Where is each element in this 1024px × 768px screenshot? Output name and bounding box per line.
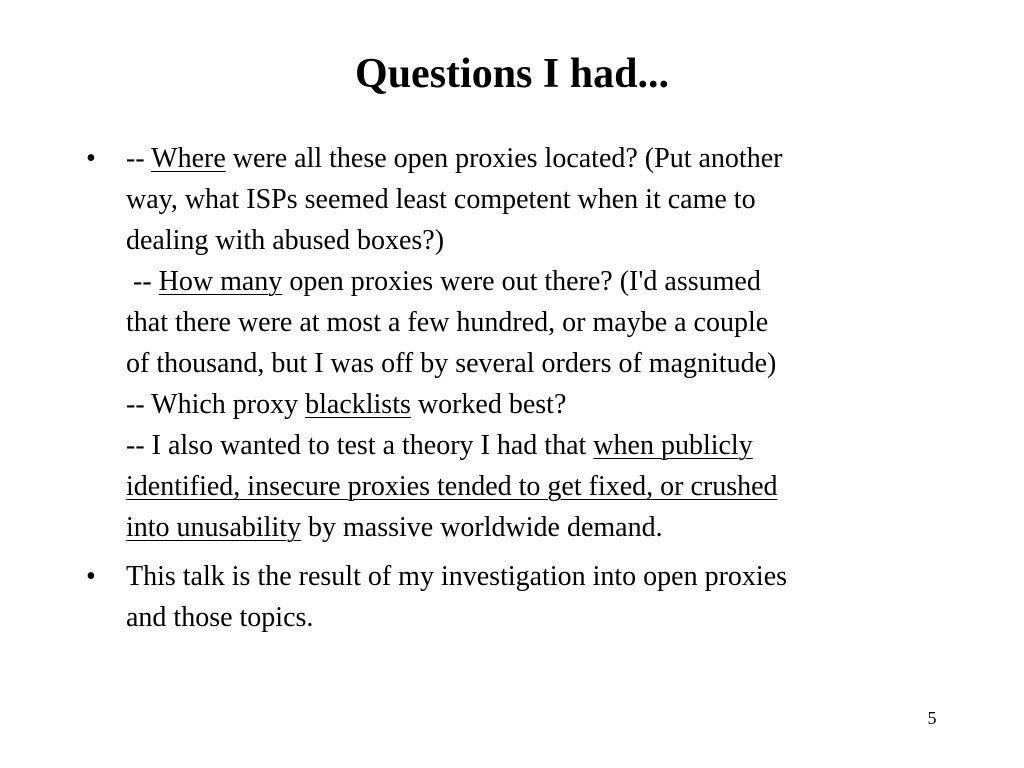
text-run: that there were at most a few hundred, or maybe a couple: [126, 307, 769, 338]
text-line: [126, 597, 942, 638]
bullet-item-questions: [82, 138, 942, 548]
bullet-item-result: [82, 556, 942, 638]
text-run: by massive worldwide demand.: [301, 512, 663, 543]
text-run: -- I also wanted to test a theory I had that: [126, 430, 594, 461]
text-line: [126, 507, 942, 548]
text-run: worked best?: [410, 389, 567, 420]
bullet-dot-icon: •: [86, 561, 96, 592]
text-line: [126, 425, 942, 466]
text-line: [126, 384, 942, 425]
text-run: dealing with abused boxes?): [126, 225, 445, 256]
text-run: --: [126, 143, 152, 174]
underlined-text: when publicly: [593, 430, 753, 461]
text-run: open proxies were out there? (I'd assumed: [282, 266, 761, 297]
page-number: 5: [927, 708, 937, 728]
slide-title: Questions I had...: [355, 51, 669, 97]
text-line: [126, 138, 942, 179]
underlined-text: Where: [151, 143, 226, 174]
text-run: This talk is the result of my investigation into open proxies: [126, 561, 788, 592]
underlined-text: into unusability: [126, 512, 301, 543]
text-line: [126, 302, 942, 343]
text-run: of thousand, but I was off by several orders of magnitude): [126, 348, 777, 379]
text-run: way, what ISPs seemed least competent when it came to: [126, 184, 756, 215]
bullet-list: [82, 138, 942, 646]
underlined-text: blacklists: [305, 389, 411, 420]
text-line: [126, 179, 942, 220]
text-line: [126, 556, 942, 597]
text-run: --: [126, 266, 159, 297]
text-run: -- Which proxy: [126, 389, 306, 420]
text-line: [126, 261, 942, 302]
text-run: and those topics.: [126, 602, 314, 633]
text-line: [126, 343, 942, 384]
underlined-text: How many: [158, 266, 283, 297]
text-line: [126, 466, 942, 507]
bullet-dot-icon: •: [86, 143, 96, 174]
underlined-text: identified, insecure proxies tended to get fixed, or crushed: [126, 471, 778, 502]
text-run: were all these open proxies located? (Put another: [225, 143, 783, 174]
text-line: [126, 220, 942, 261]
